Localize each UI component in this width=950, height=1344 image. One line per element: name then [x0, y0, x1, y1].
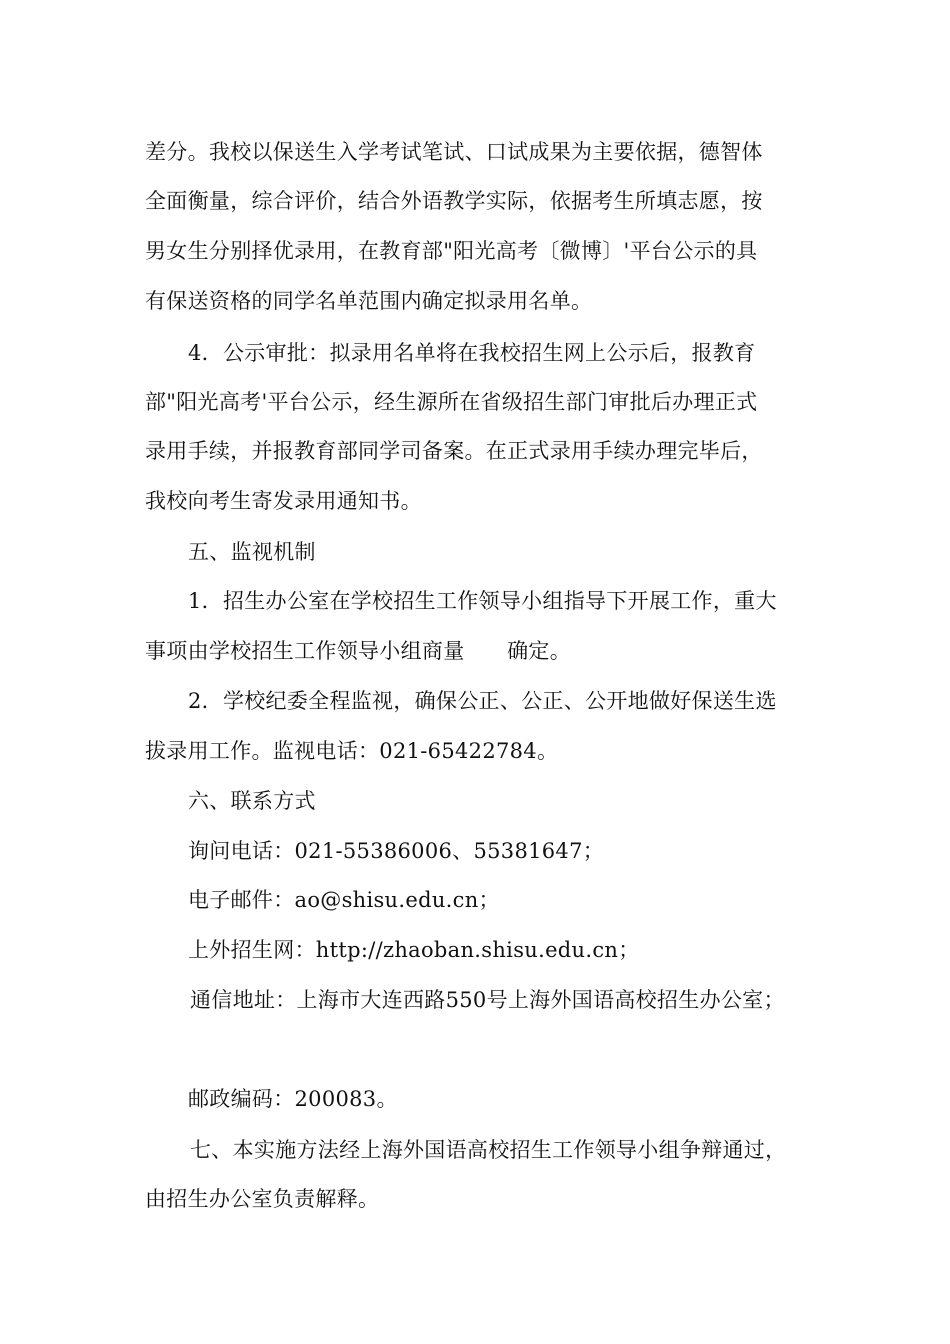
paragraph-line: 我校向考生寄发录用通知书。	[145, 489, 422, 513]
paragraph-line: 2．学校纪委全程监视，确保公正、公正、公开地做好保送生选	[188, 689, 777, 713]
paragraph-line: 1．招生办公室在学校招生工作领导小组指导下开展工作，重大	[188, 589, 777, 613]
paragraph-line: 拔录用工作。监视电话：021-65422784。	[145, 739, 559, 763]
paragraph-line: 七、本实施方法经上海外国语高校招生工作领导小组争辩通过，	[190, 1138, 787, 1162]
contact-website: 上外招生网：http://zhaoban.shisu.edu.cn；	[188, 938, 640, 962]
paragraph-line: 录用手续，并报教育部同学司备案。在正式录用手续办理完毕后，	[145, 439, 763, 463]
paragraph-line: 事项由学校招生工作领导小组商量 确定。	[145, 639, 571, 663]
section-heading: 六、联系方式	[188, 789, 316, 813]
paragraph-line: 部"阳光高考'平台公示，经生源所在省级招生部门审批后办理正式	[145, 390, 758, 414]
paragraph-line: 由招生办公室负责解释。	[145, 1187, 380, 1211]
contact-postcode: 邮政编码：200083。	[188, 1087, 398, 1111]
paragraph-line: 4．公示审批：拟录用名单将在我校招生网上公示后，报教育	[188, 341, 756, 365]
paragraph-line: 男女生分别择优录用，在教育部"阳光高考〔微博〕'平台公示的具	[145, 239, 758, 263]
contact-email: 电子邮件：ao@shisu.edu.cn；	[188, 888, 500, 912]
section-heading: 五、监视机制	[188, 540, 316, 564]
contact-address: 通信地址：上海市大连西路550号上海外国语高校招生办公室；	[190, 988, 785, 1012]
paragraph-line: 差分。我校以保送生入学考试笔试、口试成果为主要依据，德智体	[145, 140, 763, 164]
contact-phone: 询问电话：021-55386006、55381647；	[188, 839, 605, 863]
paragraph-line: 全面衡量，综合评价，结合外语教学实际，依据考生所填志愿，按	[145, 189, 763, 213]
paragraph-line: 有保送资格的同学名单范围内确定拟录用名单。	[145, 289, 593, 313]
